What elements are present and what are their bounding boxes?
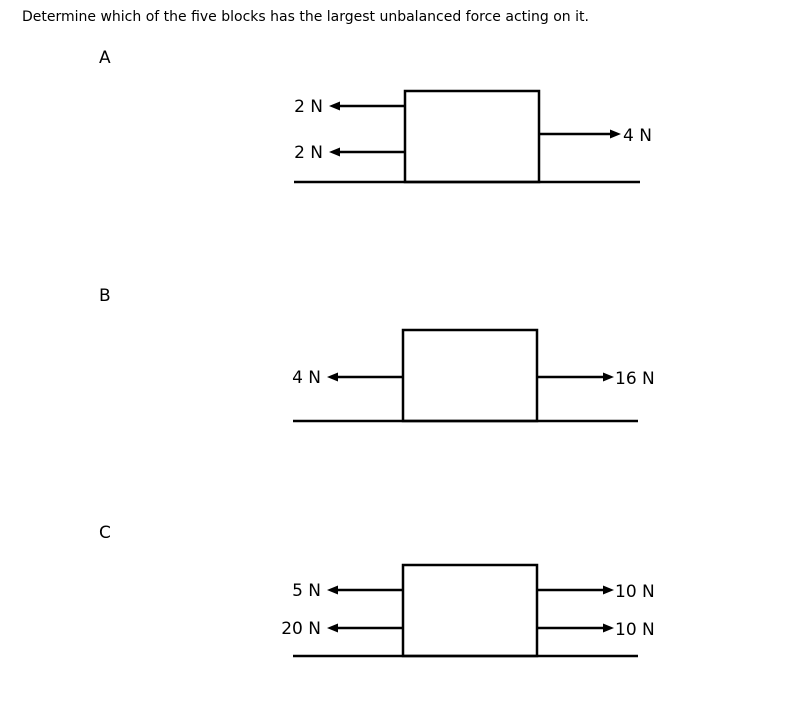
arrowhead-left <box>327 624 338 633</box>
arrowhead-left <box>327 586 338 595</box>
question-text: Determine which of the five blocks has the largest unbalanced force acting on it. <box>22 9 589 25</box>
force-label-left: 4 N <box>292 368 321 388</box>
force-label-right: 16 N <box>615 369 655 389</box>
force-label-left: 2 N <box>294 143 323 163</box>
force-label-left: 20 N <box>281 619 321 639</box>
block-c-diagram <box>281 565 655 656</box>
force-label-right: 10 N <box>615 582 655 602</box>
arrowhead-left <box>329 148 340 157</box>
block-b-diagram <box>292 330 655 421</box>
block <box>403 330 537 421</box>
block-a-label: A <box>99 48 111 68</box>
arrowhead-right <box>603 624 614 633</box>
arrowhead-right <box>603 373 614 382</box>
block <box>405 91 539 182</box>
block <box>403 565 537 656</box>
force-label-right: 4 N <box>623 126 652 146</box>
block-a-diagram <box>294 91 652 182</box>
force-label-left: 5 N <box>292 581 321 601</box>
block-c-label: C <box>99 523 111 543</box>
block-b-label: B <box>99 286 111 306</box>
arrowhead-right <box>610 130 621 139</box>
arrowhead-right <box>603 586 614 595</box>
force-label-right: 10 N <box>615 620 655 640</box>
arrowhead-left <box>327 373 338 382</box>
force-label-left: 2 N <box>294 97 323 117</box>
arrowhead-left <box>329 102 340 111</box>
